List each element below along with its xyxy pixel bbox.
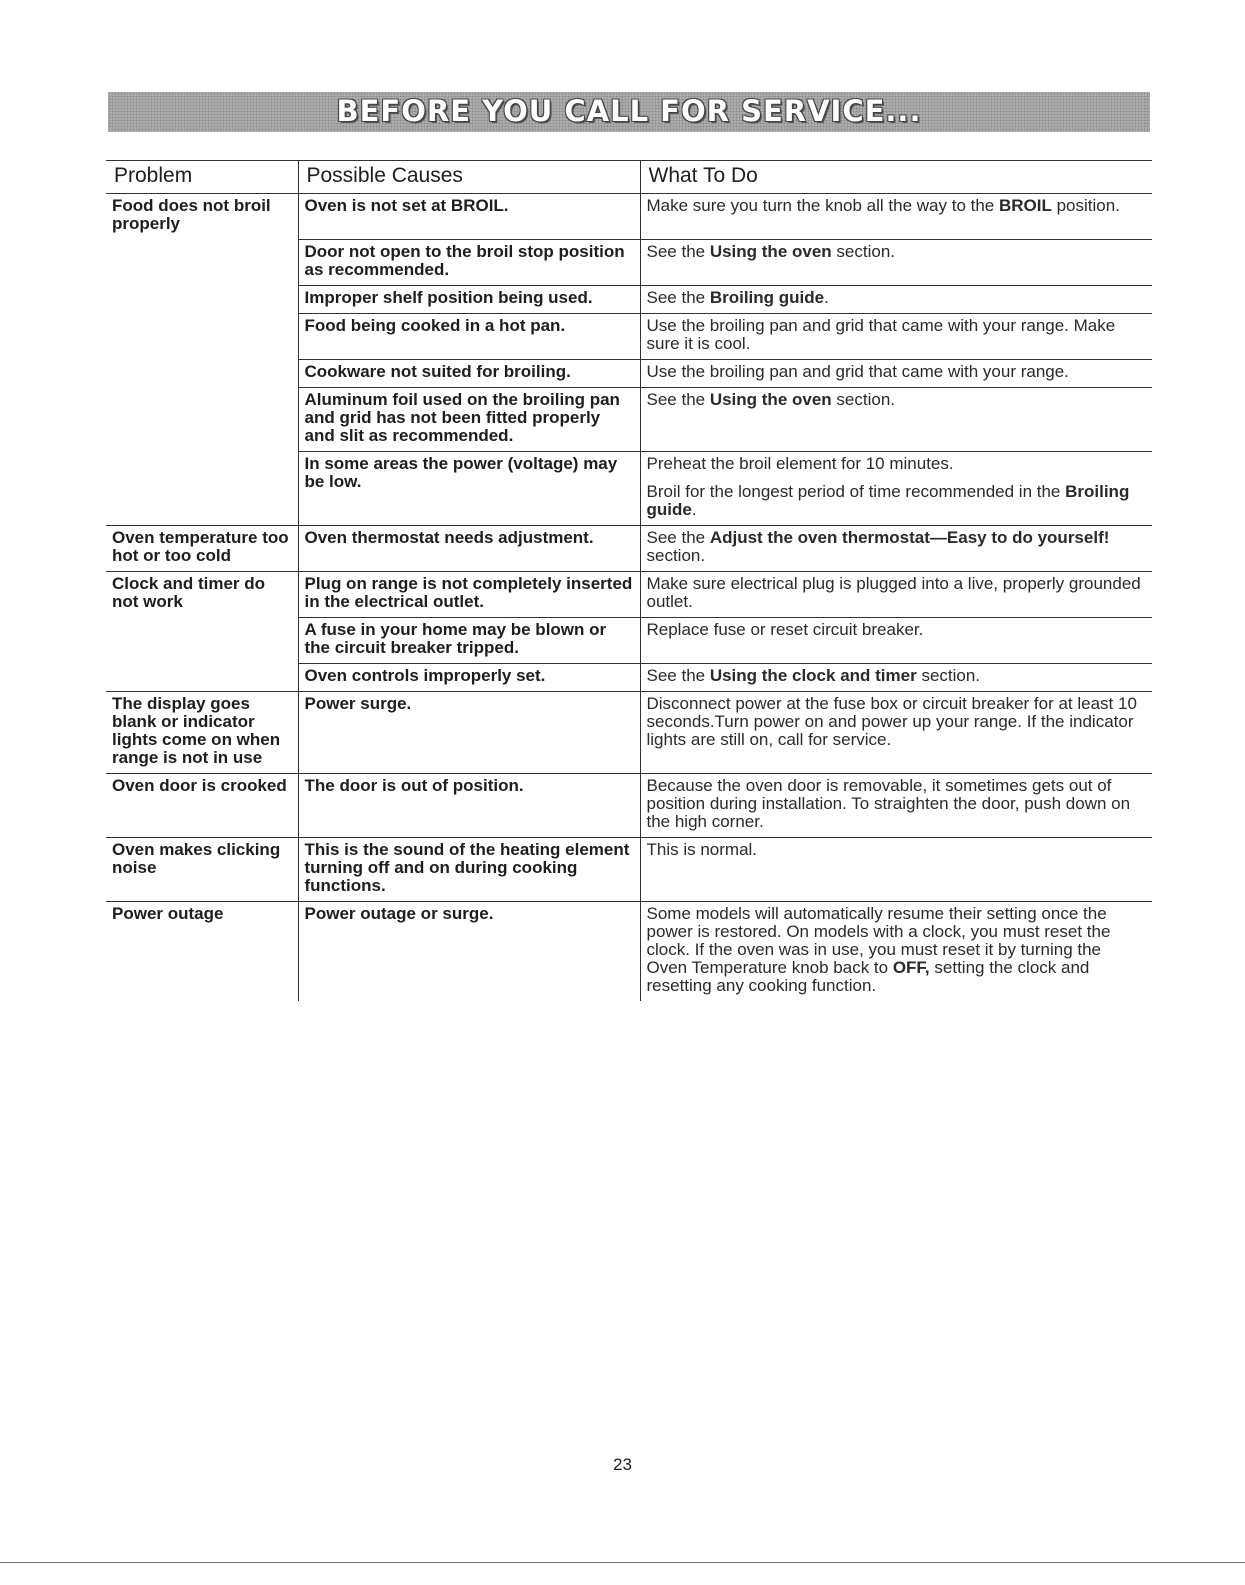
- what-to-do-cell: [640, 901, 1152, 1001]
- cause-cell: Cookware not suited for broiling.: [298, 359, 640, 387]
- body-text: setting the clock and resetting any cooking function.: [646, 957, 1090, 995]
- cause-cell: This is the sound of the heating element turning off and on during cooking functions.: [298, 837, 640, 901]
- body-text: See the: [646, 389, 710, 409]
- problem-cell: Power outage: [106, 901, 298, 1001]
- body-text: Broil for the longest period of time recommended in the: [646, 481, 1066, 501]
- table-row: [106, 194, 1152, 240]
- emphasis-text: Broiling guide: [709, 287, 825, 307]
- body-text: section.: [646, 545, 706, 565]
- emphasis-text: OFF,: [892, 957, 930, 977]
- body-text: Preheat the broil element for 10 minutes.: [646, 453, 954, 473]
- table-row: [106, 773, 1152, 837]
- emphasis-text: Using the oven: [709, 241, 832, 261]
- what-to-do-cell: [640, 387, 1152, 451]
- body-text: See the: [646, 241, 710, 261]
- problem-cell: Oven makes clicking noise: [106, 837, 298, 901]
- page-number: 23: [613, 1455, 632, 1474]
- body-text: Make sure you turn the knob all the way to the: [646, 196, 999, 215]
- problem-cell: Clock and timer do not work: [106, 571, 298, 617]
- what-to-do-cell: [640, 451, 1152, 525]
- body-text: Because the oven door is removable, it sometimes gets out of position during installation. To straighten the door, push down on the high corner.: [646, 775, 1131, 831]
- table-row: [106, 525, 1152, 571]
- emphasis-text: Adjust the oven thermostat—Easy to do yourself!: [709, 527, 1110, 547]
- body-text: See the: [646, 665, 710, 685]
- what-to-do-cell: [640, 359, 1152, 387]
- table-row: [106, 359, 1152, 387]
- what-to-do-cell: [640, 313, 1152, 359]
- body-text: Some models will automatically resume their setting once the power is restored. On models with a clock, you must reset the clock. If the oven was in use, you must reset it by turning the Oven Temperature knob back to: [646, 903, 1111, 977]
- body-text: section.: [831, 241, 895, 261]
- problem-cell: Oven door is crooked: [106, 773, 298, 837]
- body-text: Disconnect power at the fuse box or circuit breaker for at least 10 seconds.Turn power on and power up your range. If the indicator lights are still on, call for service.: [646, 693, 1137, 749]
- what-to-do-cell: [640, 285, 1152, 313]
- problem-cell: [106, 451, 298, 525]
- cause-cell: Oven controls improperly set.: [298, 663, 640, 691]
- problem-cell: [106, 239, 298, 285]
- cause-cell: Improper shelf position being used.: [298, 285, 640, 313]
- cause-cell: Plug on range is not completely inserted in the electrical outlet.: [298, 571, 640, 617]
- body-text: Use the broiling pan and grid that came with your range. Make sure it is cool.: [646, 315, 1116, 353]
- emphasis-text: Using the clock and timer: [709, 665, 917, 685]
- banner-title: BEFORE YOU CALL FOR SERVICE...: [336, 94, 922, 128]
- problem-cell: [106, 663, 298, 691]
- table-row: [106, 901, 1152, 1001]
- what-to-do-cell: [640, 194, 1152, 240]
- problem-cell: [106, 387, 298, 451]
- troubleshooting-table: [106, 160, 1152, 1001]
- cause-cell: The door is out of position.: [298, 773, 640, 837]
- cause-cell: Aluminum foil used on the broiling pan and grid has not been fitted properly and slit as recommended.: [298, 387, 640, 451]
- problem-cell: [106, 617, 298, 663]
- body-text: This is normal.: [646, 839, 758, 859]
- cause-cell: Power outage or surge.: [298, 901, 640, 1001]
- bottom-rule: [0, 1562, 1245, 1563]
- body-text: See the: [646, 287, 710, 307]
- body-text: position.: [1051, 196, 1120, 215]
- body-text: Replace fuse or reset circuit breaker.: [646, 619, 924, 639]
- problem-cell: [106, 359, 298, 387]
- cause-cell: Power surge.: [298, 691, 640, 773]
- section-banner: [108, 92, 1150, 132]
- what-to-do-cell: [640, 525, 1152, 571]
- what-to-do-cell: [640, 691, 1152, 773]
- body-text: Make sure electrical plug is plugged into a live, properly grounded outlet.: [646, 573, 1141, 611]
- table-row: [106, 451, 1152, 525]
- problem-cell: Oven temperature too hot or too cold: [106, 525, 298, 571]
- what-to-do-cell: [640, 837, 1152, 901]
- table-row: [106, 617, 1152, 663]
- table-row: [106, 285, 1152, 313]
- table-row: [106, 239, 1152, 285]
- problem-cell: [106, 285, 298, 313]
- what-to-do-cell: [640, 239, 1152, 285]
- table-row: [106, 571, 1152, 617]
- what-to-do-cell: [640, 617, 1152, 663]
- header-what-to-do: What To Do: [640, 161, 1152, 194]
- table-row: [106, 691, 1152, 773]
- table-row: [106, 837, 1152, 901]
- table-header-row: [106, 161, 1152, 194]
- emphasis-text: BROIL: [998, 196, 1052, 215]
- what-to-do-cell: [640, 773, 1152, 837]
- cause-cell: A fuse in your home may be blown or the circuit breaker tripped.: [298, 617, 640, 663]
- problem-cell: Food does not broil properly: [106, 194, 298, 240]
- cause-cell: Door not open to the broil stop position as recommended.: [298, 239, 640, 285]
- what-to-do-cell: [640, 663, 1152, 691]
- cause-cell: Oven is not set at BROIL.: [298, 194, 640, 240]
- body-text: section.: [916, 665, 981, 685]
- body-text: .: [691, 499, 697, 519]
- table-row: [106, 313, 1152, 359]
- body-text: section.: [831, 389, 895, 409]
- cause-cell: Food being cooked in a hot pan.: [298, 313, 640, 359]
- problem-cell: The display goes blank or indicator lights come on when range is not in use: [106, 691, 298, 773]
- table-row: [106, 663, 1152, 691]
- header-possible-causes: Possible Causes: [298, 161, 640, 194]
- body-text: .: [824, 287, 829, 307]
- problem-cell: [106, 313, 298, 359]
- header-problem: Problem: [106, 161, 298, 194]
- emphasis-text: Using the oven: [709, 389, 832, 409]
- cause-cell: Oven thermostat needs adjustment.: [298, 525, 640, 571]
- what-to-do-cell: [640, 571, 1152, 617]
- emphasis-text: Broiling guide: [646, 481, 1130, 519]
- table-row: [106, 387, 1152, 451]
- body-text: See the: [646, 527, 710, 547]
- body-text: Use the broiling pan and grid that came with your range.: [646, 361, 1069, 381]
- cause-cell: In some areas the power (voltage) may be low.: [298, 451, 640, 525]
